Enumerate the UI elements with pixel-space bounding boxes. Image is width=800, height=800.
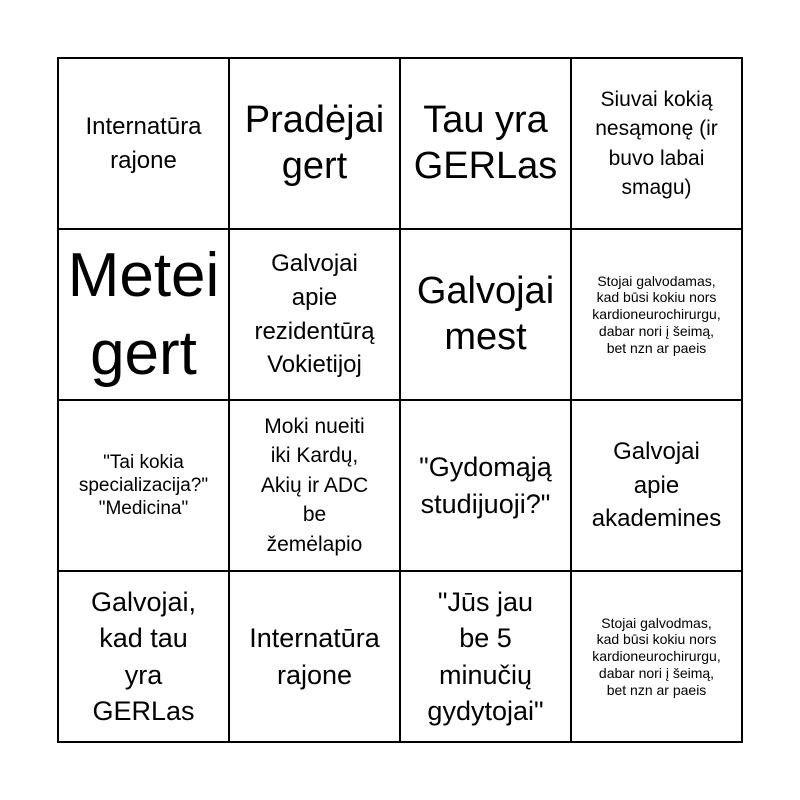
bingo-cell[interactable] [58,229,229,400]
cell-text: Internatūra rajone [249,623,380,690]
bingo-cell[interactable] [400,229,571,400]
bingo-cell[interactable] [571,571,742,742]
cell-text: Tau yra GERLas [413,98,558,187]
bingo-cell[interactable] [229,571,400,742]
bingo-cell[interactable] [571,229,742,400]
cell-text: "Tai kokia specializacija?" "Medicina" [78,451,209,520]
bingo-cell[interactable] [58,571,229,742]
bingo-cell[interactable] [229,229,400,400]
cell-text: Galvojai apie akademines [591,438,722,533]
cell-text: Galvojai apie rezidentūrą Vokietijoj [254,250,375,379]
bingo-cell[interactable] [571,58,742,229]
cell-text: "Jūs jau be 5 minučių gydytojai" [427,586,544,726]
cell-text: Siuvai kokią nesąmonę (ir buvo labai smagu) [595,87,718,199]
cell-text: Galvojai, kad tau yra GERLas [90,586,197,726]
cell-text: Metei gert [67,241,220,388]
bingo-cell[interactable] [400,400,571,571]
bingo-cell[interactable] [400,58,571,229]
bingo-cell[interactable] [58,400,229,571]
cell-text: Internatūra rajone [85,112,202,174]
cell-text: Stojai galvodmas, kad būsi kokiu nors kardioneurochirurgu, dabar nori į šeimą, bet nzn ar paeis [592,614,721,698]
bingo-cell[interactable] [571,400,742,571]
bingo-cell[interactable] [229,58,400,229]
bingo-cell[interactable] [58,58,229,229]
cell-text: Pradėjai gert [244,98,385,187]
cell-text: Moki nueiti iki Kardų, Akių ir ADC be žemėlapio [260,415,369,556]
bingo-cell[interactable] [400,571,571,742]
cell-text: "Gydomąją studijuoji?" [419,452,552,519]
bingo-board [57,57,743,743]
bingo-cell[interactable] [229,400,400,571]
cell-text: Galvojai mest [416,269,555,358]
cell-text: Stojai galvodamas, kad būsi kokiu nors kardioneurochirurgu, dabar nori į šeimą, bet nzn ar paeis [592,272,721,356]
